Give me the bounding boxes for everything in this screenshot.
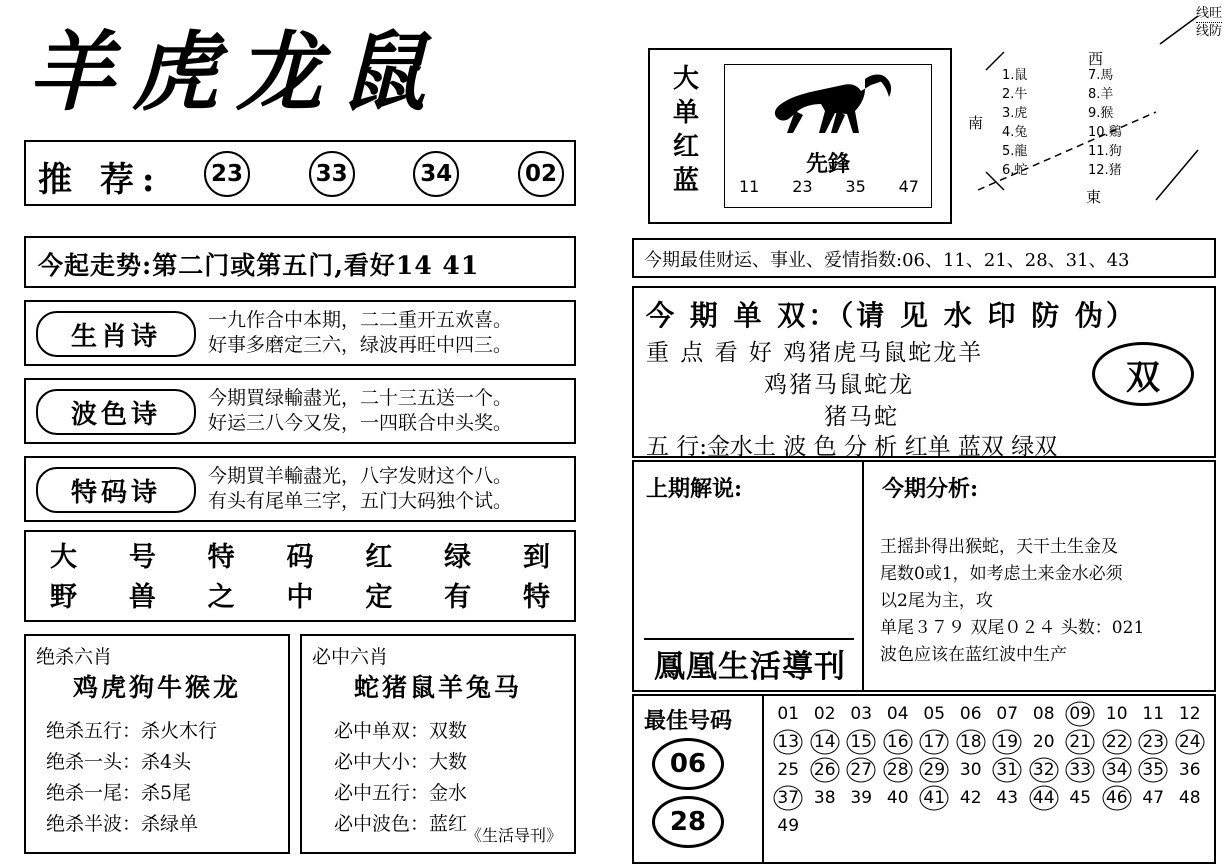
character-grid-row [50,534,550,574]
best-numbers-box [632,694,1216,864]
number-cell: 09 [1062,704,1099,724]
grid-cell: 野 [50,581,77,613]
compass-note: 线旺 [1195,6,1222,21]
hit-six-box [300,634,576,854]
poem-line: 今期買羊輸盡光，八字发财这个八。 [208,465,513,487]
number-cell: 29 [916,760,953,780]
compass-chart [960,0,1228,230]
number-cell: 07 [996,704,1019,724]
grid-cell: 中 [286,581,314,613]
number-cell: 32 [1026,760,1063,780]
big-single-red-blue-label: 大单红蓝 [672,64,699,196]
poem-line: 今期買绿輸盡光，二十三五送一个。 [208,387,513,409]
number-cell: 11 [1142,704,1165,724]
number-cell: 25 [777,760,800,780]
recommend-label: 推 荐: [38,160,163,200]
compass-west: 西 [1088,50,1104,68]
horse-number: 11 [739,177,760,196]
best-number-circle: 28 [652,796,724,848]
analysis-line: 单尾３７９ 双尾０２４ 头数：021 [880,618,1145,638]
number-cell: 15 [843,732,880,752]
number-cell: 02 [813,704,836,724]
analysis-line: 以2尾为主，攻 [880,591,993,611]
horse-illustration-box [724,64,932,208]
zodiac-item: 7.馬 [1088,68,1114,83]
number-cell: 04 [886,704,909,724]
poem-color [24,378,576,444]
grid-cell: 兽 [128,581,156,613]
list-item: 必中单双：双数 [334,720,468,742]
poem-zodiac [24,300,576,366]
zodiac-item: 4.兔 [1002,125,1028,140]
grid-cell: 到 [522,541,550,573]
number-cell: 34 [1099,760,1136,780]
previous-explain-header: 上期解说: [646,476,743,502]
recommend-numbers [204,150,564,198]
compass-note: 线防 [1195,24,1222,39]
best-numbers-label: 最佳号码 [644,708,733,734]
kill-six-title: 绝杀六肖 [36,646,113,668]
number-cell: 12 [1178,704,1201,724]
number-cell: 28 [880,760,917,780]
zodiac-item: 11.狗 [1088,144,1122,159]
number-cell: 13 [770,732,807,752]
number-cell: 36 [1178,760,1201,780]
zodiac-item: 6.蛇 [1002,163,1028,178]
analysis-line: 王摇卦得出猴蛇，天干土生金及 [880,537,1118,557]
number-cell: 37 [770,788,807,808]
poem-zodiac-lines [208,308,568,358]
grid-cell: 红 [365,541,393,573]
trend-box [24,236,576,288]
number-cell: 30 [959,760,982,780]
zodiac-item: 5.龍 [1002,144,1028,159]
odd-even-line: 五 行:金水土 波 色 分 析 红单 蓝双 绿双 [646,434,1058,460]
zodiac-item: 1.鼠 [1002,68,1028,83]
compass-lines [960,0,1228,230]
number-cell: 06 [959,704,982,724]
zodiac-item: 12.猪 [1088,163,1122,178]
odd-even-line: 猪马蛇 [824,404,899,430]
horse-numbers [739,177,919,196]
recommend-box [24,140,576,206]
zodiac-item: 3.虎 [1002,106,1028,121]
number-cell: 23 [1135,732,1172,752]
seal-badge: 双 [1092,342,1194,406]
number-cell: 48 [1178,788,1201,808]
number-cell: 19 [989,732,1026,752]
big-single-red-blue-box [648,48,952,224]
grid-cell: 码 [286,541,314,573]
hit-six-footer: 《生活导刊》 [465,826,562,845]
page-title: 羊虎龙鼠 [28,22,444,123]
number-cell: 45 [1069,788,1092,808]
compass-north: 南 [968,114,984,132]
analysis-line: 尾数0或1，如考虑土来金水必须 [880,564,1123,584]
recommend-number: 23 [204,151,250,197]
grid-cell: 特 [207,541,235,573]
list-item: 绝杀五行：杀火木行 [46,720,218,742]
kill-six-animals: 鸡虎狗牛猴龙 [72,673,241,702]
number-cell: 41 [916,788,953,808]
poem-zodiac-tag: 生肖诗 [36,311,196,357]
number-cell: 35 [1135,760,1172,780]
right-column [600,0,1228,868]
zodiac-item: 9.猴 [1088,106,1114,121]
number-cell: 39 [850,788,873,808]
poem-color-tag: 波色诗 [36,389,196,435]
number-cell: 18 [953,732,990,752]
grid-cell: 号 [128,541,156,573]
number-cell: 40 [886,788,909,808]
number-cell: 42 [959,788,982,808]
number-cell: 47 [1142,788,1165,808]
poem-special [24,456,576,522]
analysis-line: 波色应该在蓝红波中生产 [880,645,1067,665]
grid-cell: 大 [50,541,77,573]
number-cell: 49 [777,816,800,836]
number-cell: 01 [777,704,800,724]
number-cell: 44 [1026,788,1063,808]
publication-logo: 鳳凰生活導刊 [654,648,846,685]
grid-cell: 之 [207,581,235,613]
number-cell: 26 [807,760,844,780]
index-box [632,238,1216,278]
number-cell: 20 [1032,732,1055,752]
horse-number: 23 [792,177,813,196]
character-grid-row [50,574,550,614]
number-cell: 17 [916,732,953,752]
number-grid [770,704,1208,836]
list-item: 绝杀一尾：杀5尾 [46,782,192,804]
compass-south: 東 [1086,188,1102,206]
number-cell: 27 [843,760,880,780]
odd-even-title: 今 期 单 双：（请 见 水 印 防 伪） [646,299,1137,332]
poem-line: 有头有尾单三字，五门大码独个试。 [208,490,513,512]
grid-cell: 有 [444,581,472,613]
number-cell: 10 [1105,704,1128,724]
left-column [0,0,600,868]
odd-even-line: 重 点 看 好 鸡猪虎马鼠蛇龙羊 [646,340,984,366]
grid-cell: 定 [365,581,393,613]
zodiac-item: 8.羊 [1088,87,1114,102]
list-item: 绝杀一头：杀4头 [46,751,192,773]
grid-cell: 绿 [444,541,472,573]
analysis-box [632,460,1216,692]
grid-cell: 特 [522,581,550,613]
list-item: 必中五行：金水 [334,782,468,804]
hit-six-list [334,716,564,840]
odd-even-box [632,286,1216,458]
horse-icon [765,71,895,151]
number-cell: 08 [1032,704,1055,724]
poem-line: 好运三八今又发，一四联合中头奖。 [208,412,513,434]
zodiac-item: 2.牛 [1002,87,1028,102]
current-analysis-body [880,534,1206,669]
list-item: 必中波色：蓝红 [334,813,468,835]
zodiac-item: 10.鷄 [1088,125,1122,140]
recommend-number: 34 [413,151,459,197]
number-cell: 38 [813,788,836,808]
poem-color-lines [208,386,568,436]
trend-text: 今起走势:第二门或第五门,看好14 41 [38,251,480,280]
number-cell: 21 [1062,732,1099,752]
character-grid [24,530,576,622]
number-cell: 24 [1172,732,1209,752]
number-cell: 14 [807,732,844,752]
horse-name: 先鋒 [805,151,850,177]
horse-number: 35 [845,177,866,196]
best-divider [762,696,764,862]
horse-number: 47 [898,177,919,196]
number-cell: 22 [1099,732,1136,752]
poem-line: 好事多磨定三六，绿波再旺中四三。 [208,334,513,356]
best-number-circle: 06 [652,738,724,790]
analysis-divider [862,462,864,690]
current-analysis-header: 今期分析: [882,476,979,502]
hit-six-animals: 蛇猪鼠羊兔马 [353,673,522,702]
number-cell: 31 [989,760,1026,780]
number-cell: 03 [850,704,873,724]
odd-even-line: 鸡猪马鼠蛇龙 [764,372,914,398]
list-item: 必中大小：大数 [334,751,468,773]
number-cell: 16 [880,732,917,752]
kill-six-list [46,716,278,840]
poem-special-tag: 特码诗 [36,467,196,513]
recommend-number: 02 [518,151,564,197]
number-cell: 33 [1062,760,1099,780]
number-cell: 43 [996,788,1019,808]
hit-six-title: 必中六肖 [312,646,389,668]
poem-line: 一九作合中本期，二二重开五欢喜。 [208,309,513,331]
number-cell: 46 [1099,788,1136,808]
poem-special-lines [208,464,568,514]
recommend-number: 33 [309,151,355,197]
index-text: 今期最佳财运、事业、爱情指数:06、11、21、28、31、43 [644,250,1130,271]
kill-six-box [24,634,290,854]
number-cell: 05 [923,704,946,724]
list-item: 绝杀半波：杀绿单 [46,813,199,835]
